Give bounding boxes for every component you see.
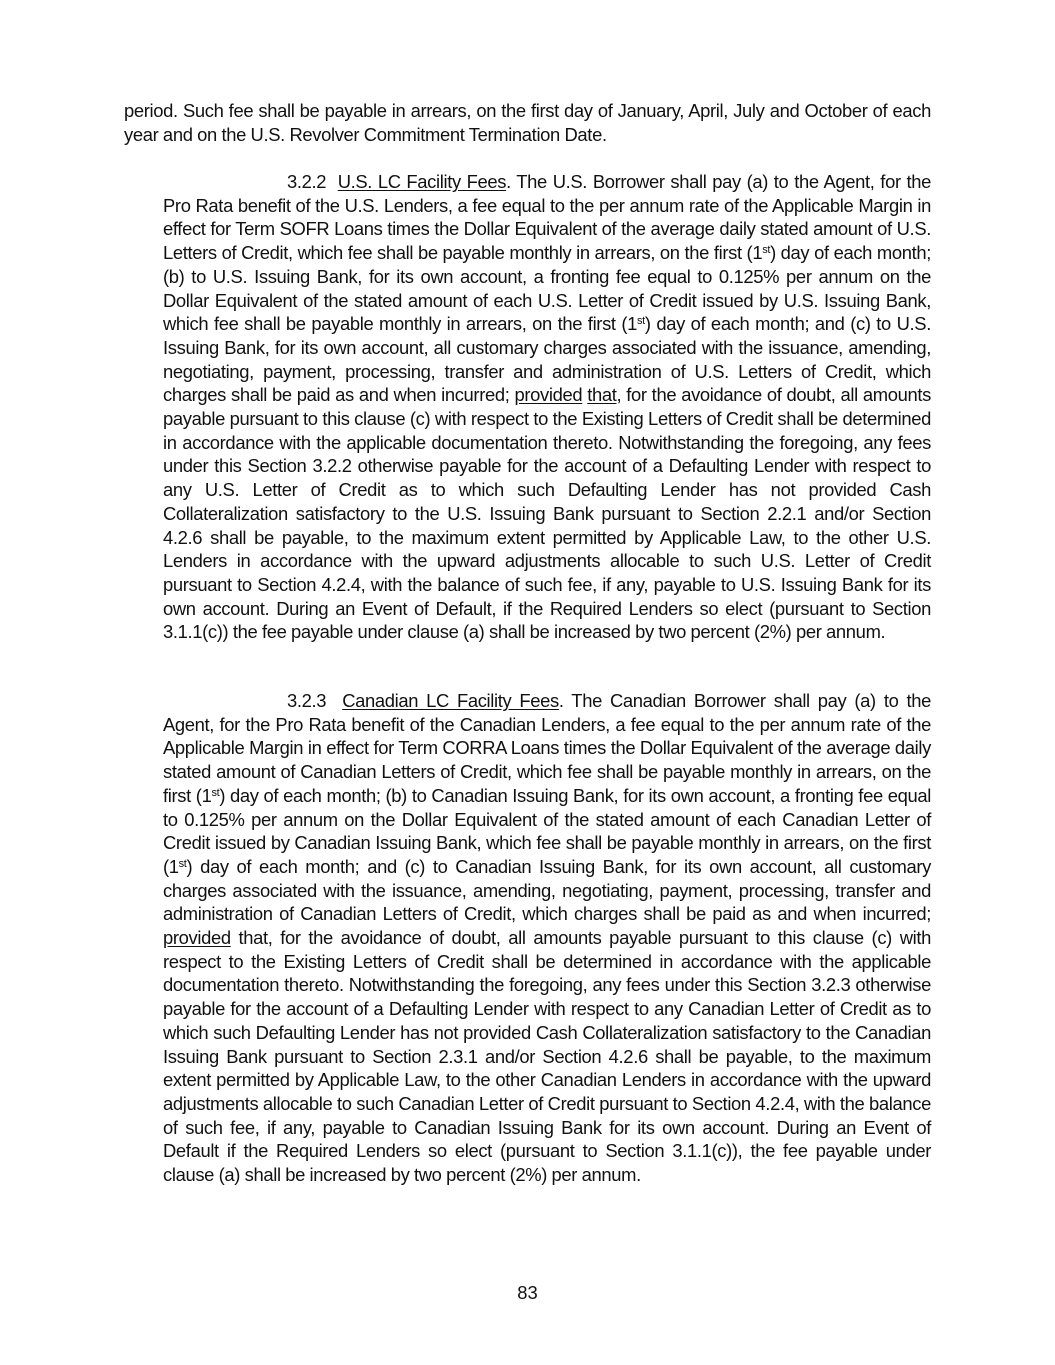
continuation-paragraph	[124, 99, 931, 146]
superscript-st: st	[762, 244, 771, 257]
intro-text: period. Such fee shall be payable in arrears, on the first day of January, April, July and October of each year and on the U.S. Revolver Commitment Termination Date.	[124, 100, 931, 145]
section-3-2-3-paragraph	[163, 689, 931, 1187]
that-term: that	[587, 384, 617, 406]
section-3-2-2-text-1: . The U.S. Borrower shall pay (a) to the Agent, for the Pro Rata benefit of the U.S. Lenders, a fee equal to the per annum rate of the Applicable Margin in effect for Term SOFR Loans times the Dollar Equivalent of the average daily stated amount of U.S. Letters of Credit, which fee shall be payable monthly in arrears, on the first (1	[163, 171, 931, 264]
superscript-st: st	[637, 315, 645, 328]
section-3-2-3-text-1: . The Canadian Borrower shall pay (a) to the Agent, for the Pro Rata benefit of the Canadian Lenders, a fee equal to the per annum rate of the Applicable Margin in effect for Term CORRA Loans times the Dollar Equivalent of the average daily stated amount of Canadian Letters of Credit, which fee shall be payable monthly in arrears, on the first (1	[163, 690, 932, 806]
provided-term: provided	[163, 927, 231, 949]
section-3-2-3-text-4: that, for the avoidance of doubt, all amounts payable pursuant to this clause (c) with respect to the Existing Letters of Credit shall be determined in accordance with the applicable documentation thereto. Notwithstanding the foregoing, any fees under this Section 3.2.3 otherwise payable for the account of a Defaulting Lender with respect to any Canadian Letter of Credit as to which such Defaulting Lender has not provided Cash Collateralization satisfactory to the Canadian Issuing Bank pursuant to Section 2.3.1 and/or Section 4.2.6 shall be payable, to the maximum extent permitted by Applicable Law, to the other Canadian Lenders in accordance with the upward adjustments allocable to such Canadian Letter of Credit pursuant to Section 4.2.4, with the balance of such fee, if any, payable to Canadian Issuing Bank for its own account. During an Event of Default if the Required Lenders so elect (pursuant to Section 3.1.1(c)), the fee payable under clause (a) shall be increased by two percent (2%) per annum.	[163, 927, 931, 1186]
section-3-2-3-number: 3.2.3	[287, 690, 327, 711]
section-3-2-2-text-3: ) day of each month; and (c) to U.S. Issuing Bank, for its own account, all customary charges associated with the issuance, amending, negotiating, payment, processing, transfer and administration of U.S. Letters of Credit, which charges shall be paid as and when incurred;	[163, 313, 931, 406]
section-3-2-2-text-2: ) day of each month; (b) to U.S. Issuing Bank, for its own account, a fronting fee equal to 0.125% per annum on the Dollar Equivalent of the stated amount of each U.S. Letter of Credit issued by U.S. Issuing Bank, which fee shall be payable monthly in arrears, on the first (1	[163, 242, 932, 335]
section-3-2-2-heading: U.S. LC Facility Fees	[337, 171, 507, 192]
section-3-2-3-text-3: ) day of each month; and (c) to Canadian Issuing Bank, for its own account, all customary charges associated with the issuance, amending, negotiating, payment, processing, transfer and administration of Canadian Letters of Credit, which charges shall be paid as and when incurred;	[163, 855, 931, 925]
section-3-2-2-number: 3.2.2	[287, 171, 327, 192]
section-3-2-3-text-2: ) day of each month; (b) to Canadian Issuing Bank, for its own account, a fronting fee equal to 0.125% per annum on the Dollar Equivalent of the stated amount of each Canadian Letter of Credit issued by Canadian Issuing Bank, which fee shall be payable monthly in arrears, on the first (1	[163, 784, 931, 877]
superscript-st: st	[211, 786, 220, 799]
superscript-st: st	[178, 857, 187, 870]
page-number: 83	[517, 1282, 538, 1303]
section-3-2-2-paragraph	[163, 170, 931, 644]
section-3-2-2-text-4: , for the avoidance of doubt, all amounts payable pursuant to this clause (c) with respect to the Existing Letters of Credit shall be determined in accordance with the applicable documentation thereto. Notwithstanding the foregoing, any fees under this Section 3.2.2 otherwise payable for the account of a Defaulting Lender with respect to any U.S. Letter of Credit as to which such Defaulting Lender has not provided Cash Collateralization satisfactory to the U.S. Issuing Bank pursuant to Section 2.2.1 and/or Section 4.2.6 shall be payable, to the maximum extent permitted by Applicable Law, to the other U.S. Lenders in accordance with the upward adjustments allocable to such U.S. Letter of Credit pursuant to Section 4.2.4, with the balance of such fee, if any, payable to U.S. Issuing Bank for its own account. During an Event of Default, if the Required Lenders so elect (pursuant to Section 3.1.1(c)) the fee payable under clause (a) shall be increased by two percent (2%) per annum.	[163, 384, 931, 643]
section-3-2-3-heading: Canadian LC Facility Fees	[342, 690, 559, 711]
provided-term: provided	[514, 384, 583, 406]
